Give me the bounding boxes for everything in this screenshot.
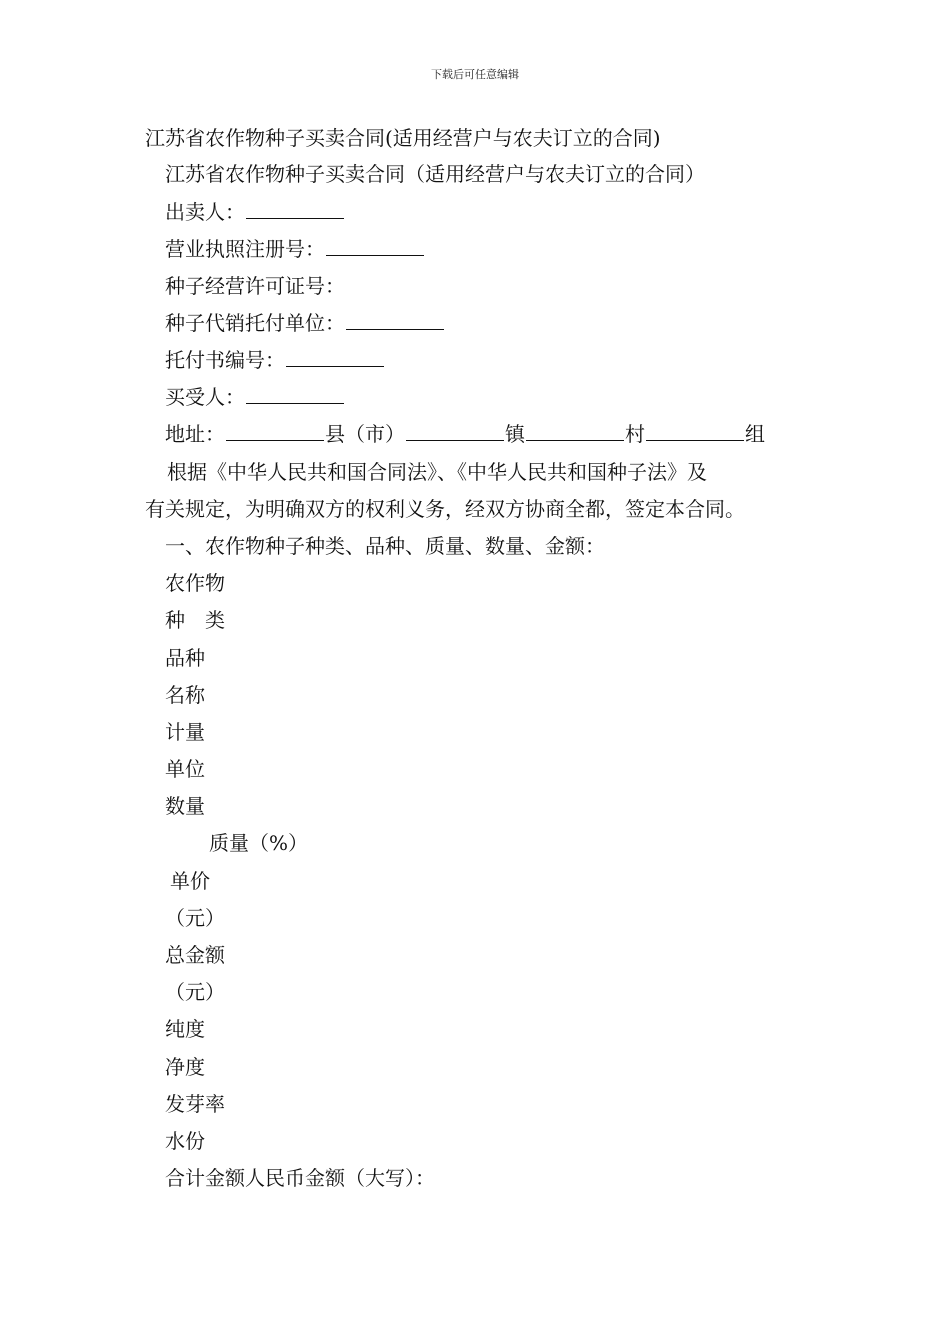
intro-line-2: 有关规定，为明确双方的权利义务，经双方协商全都，签定本合同。 — [145, 497, 745, 521]
license-reg-label: 营业执照注册号： — [165, 237, 325, 261]
total-amount-label: 合计金额人民币金额（大写）： — [165, 1166, 435, 1190]
item-unit-price: 单价 — [170, 869, 210, 893]
section-1-heading: 一、农作物种子种类、品种、质量、数量、金额： — [165, 534, 605, 558]
item-total-amount: 总金额 — [165, 943, 225, 967]
license-reg-line — [165, 236, 425, 262]
seller-label: 出卖人： — [165, 200, 245, 224]
item-total-amount-currency: （元） — [165, 980, 225, 1004]
address-village-label: 村 — [625, 422, 645, 446]
item-germination-rate: 发芽率 — [165, 1092, 225, 1116]
item-quantity: 数量 — [165, 794, 205, 818]
item-variety: 品种 — [165, 646, 205, 670]
address-village-blank[interactable] — [526, 422, 624, 441]
agent-unit-line — [165, 310, 445, 336]
address-county-label: 县（市） — [325, 422, 405, 446]
address-group-blank[interactable] — [646, 422, 744, 441]
intro-line-1: 根据《中华人民共和国合同法》、《中华人民共和国种子法》及 — [167, 460, 707, 484]
item-purity: 纯度 — [165, 1017, 205, 1041]
page-header: 下载后可任意编辑 — [431, 68, 519, 81]
address-town-blank[interactable] — [406, 422, 504, 441]
buyer-line — [165, 384, 345, 410]
item-category: 种 类 — [165, 608, 225, 632]
item-name: 名称 — [165, 683, 205, 707]
seller-blank[interactable] — [246, 200, 344, 219]
item-quality: 质量（%） — [209, 831, 309, 855]
item-moisture: 水份 — [165, 1129, 205, 1153]
item-measure: 计量 — [165, 720, 205, 744]
document-title: 江苏省农作物种子买卖合同(适用经营户与农夫订立的合同) — [145, 126, 661, 150]
agent-unit-blank[interactable] — [346, 311, 444, 330]
address-label: 地址： — [165, 422, 225, 446]
license-reg-blank[interactable] — [326, 237, 424, 256]
address-county-blank[interactable] — [226, 422, 324, 441]
item-unit: 单位 — [165, 757, 205, 781]
entrust-no-blank[interactable] — [286, 348, 384, 367]
document-subtitle: 江苏省农作物种子买卖合同（适用经营户与农夫订立的合同） — [165, 162, 705, 186]
seller-line — [165, 199, 345, 225]
entrust-no-label: 托付书编号： — [165, 348, 285, 372]
address-group-label: 组 — [745, 422, 765, 446]
buyer-label: 买受人： — [165, 385, 245, 409]
item-crop: 农作物 — [165, 571, 225, 595]
agent-unit-label: 种子代销托付单位： — [165, 311, 345, 335]
item-cleanliness: 净度 — [165, 1055, 205, 1079]
seed-permit-line — [165, 273, 345, 299]
seed-permit-label: 种子经营许可证号： — [165, 274, 345, 298]
address-line — [165, 421, 765, 447]
entrust-no-line — [165, 347, 385, 373]
item-unit-price-currency: （元） — [165, 906, 225, 930]
address-town-label: 镇 — [505, 422, 525, 446]
buyer-blank[interactable] — [246, 385, 344, 404]
